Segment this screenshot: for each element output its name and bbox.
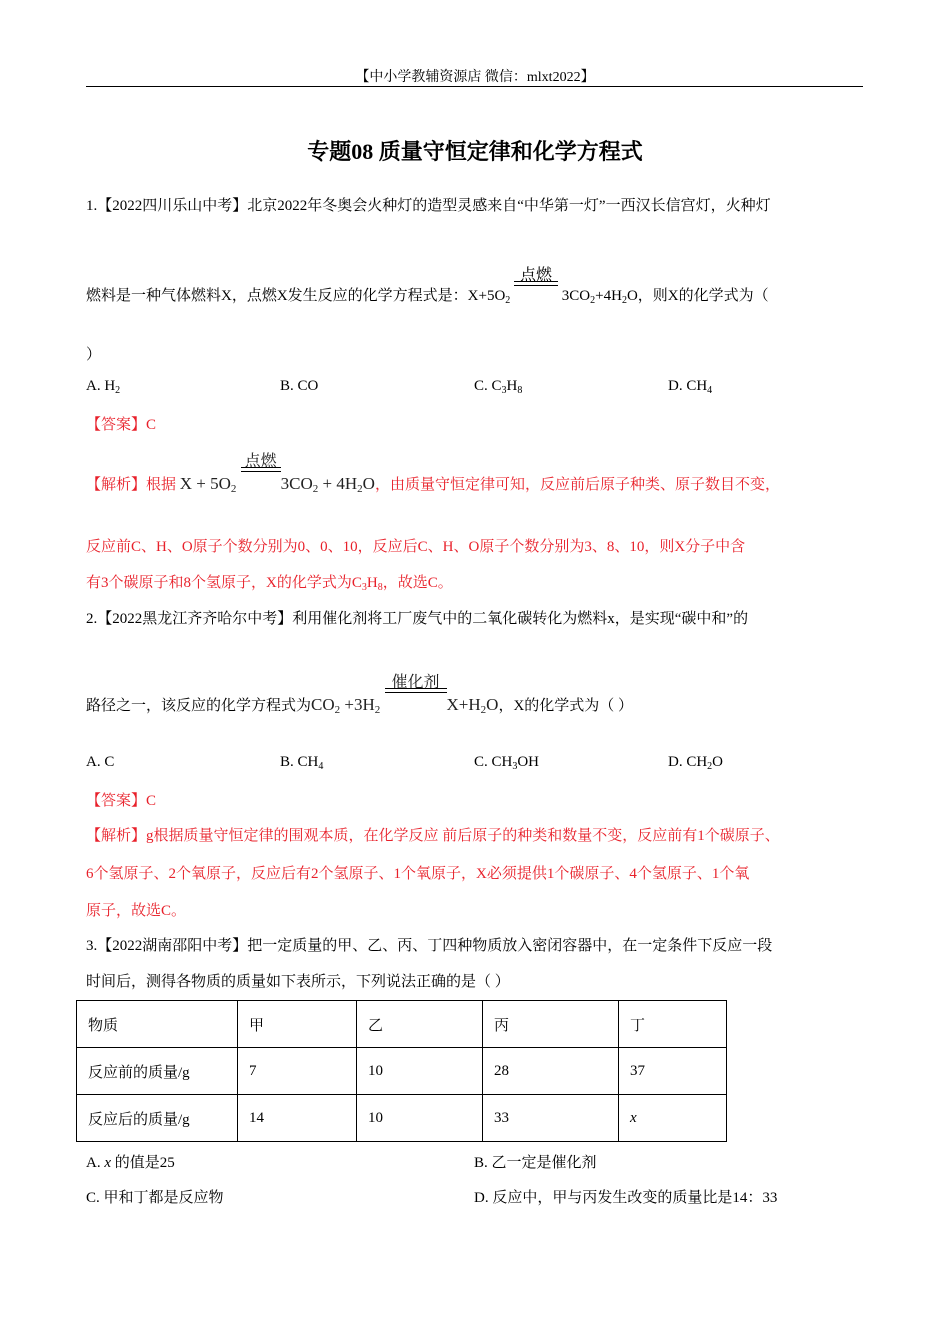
q1-option-c: C. $C_3H_8$ [474,378,523,396]
q1-analysis-line2: 反应前C、H、O原子个数分别为0、0、10，反应后C、H、O原子个数分别为3、8、10，则X分子中含 [86,539,746,555]
page-header: 【中小学教辅资源店 微信：mlxt2022】 [355,70,595,85]
table-cell: 反应后的质量/g [77,1095,238,1142]
q1-option-b: B. CO [280,378,319,394]
q2-option-b: B. $CH_4$ [280,754,324,772]
q2-option-c: C. $CH_3OH$ [474,754,540,772]
table-cell: 37 [619,1048,727,1095]
table-cell: 10 [357,1095,483,1142]
table-row [77,1048,727,1095]
q1-analysis-line1: 【解析】根据 $X + 5O_2$ 点燃 $3CO_2 + 4H_2O$，由质量守恒定律可知，反应前后原子种类、原子数目不变， [86,451,780,495]
table-row [77,1095,727,1142]
table-cell: 33 [483,1095,619,1142]
q1-products: $3CO_2+4H_2O$ [561,288,638,306]
mass-table [76,1000,727,1142]
table-cell: 7 [238,1048,357,1095]
q2-analysis-line1: 【解析】g根据质量守恒定律的围观本质，在化学反应 前后原子的种类和数量不变，反应前有1个碳原子、 [86,828,780,844]
table-cell: 甲 [238,1001,357,1048]
q1-option-a: A. $H_2$ [86,378,121,396]
q2-analysis-line3: 原子，故选C。 [86,903,187,919]
q1-stem-line1: 1.【2022四川乐山中考】北京2022年冬奥会火种灯的造型灵感来自“中华第一灯”一西汉长信宫灯，火种灯 [86,198,771,214]
q2-analysis-line2: 6个氢原子、2个氧原子，反应后有2个氢原子、1个氧原子，X必须提供1个碳原子、4个氢原子、1个氧 [86,866,750,882]
q3-option-c: C. 甲和丁都是反应物 [86,1190,224,1206]
table-cell: x [619,1095,727,1142]
q1-stem-prefix: 燃料是一种气体燃料X，点燃X发生反应的化学方程式是：X+5O [86,288,506,304]
table-cell: 物质 [77,1001,238,1048]
table-cell: 反应前的质量/g [77,1048,238,1095]
q1-answer: 【答案】C [86,417,157,433]
q1-stem-suffix: ，则X的化学式为（ [637,288,769,304]
q2-option-a: A. C [86,754,115,770]
q3-option-d: D. 反应中，甲与丙发生改变的质量比是14：33 [474,1190,778,1206]
q3-stem-line1: 3.【2022湖南邵阳中考】把一定质量的甲、乙、丙、丁四种物质放入密闭容器中，在一定条件下反应一段 [86,938,773,954]
q2-stem-line2: 路径之一，该反应的化学方程式为$CO_2 +3H_2$ 催化剂 $X+H_2O$，X的化学式为（ ） [86,672,634,716]
table-header-row [77,1001,727,1048]
table-cell: 丁 [619,1001,727,1048]
q1-analysis-equation: $X + 5O_2$ 点燃 $3CO_2 + 4H_2O$ [179,451,375,495]
q3-option-b: B. 乙一定是催化剂 [474,1155,597,1171]
table-cell: 28 [483,1048,619,1095]
q3-option-a: A. x 的值是25 [86,1155,175,1171]
table-cell: 乙 [357,1001,483,1048]
table-cell: 10 [357,1048,483,1095]
q3-stem-line2: 时间后，测得各物质的质量如下表所示，下列说法正确的是（ ） [86,974,510,990]
header-rule [86,86,863,87]
q1-option-d: D. $CH_4$ [668,378,713,396]
q2-option-d: D. $CH_2O$ [668,754,724,772]
q2-answer: 【答案】C [86,793,157,809]
q2-stem-line1: 2.【2022黑龙江齐齐哈尔中考】利用催化剂将工厂废气中的二氧化碳转化为燃料x，是实现“碳中和”的 [86,611,749,627]
table-cell: 丙 [483,1001,619,1048]
q2-equation: $CO_2 +3H_2$ 催化剂 $X+H_2O$ [311,672,499,716]
table-cell: 14 [238,1095,357,1142]
q1-stem-line3: ） [86,347,102,363]
q1-stem-line2: 燃料是一种气体燃料X，点燃X发生反应的化学方程式是：$X+5O_2$ 点燃 $3CO_2+4H_2O$，则X的化学式为（ [86,284,769,305]
page-title: 专题08 质量守恒定律和化学方程式 [307,139,643,164]
q1-reaction-arrow [514,265,558,305]
q1-condition: 点燃 [520,265,553,284]
q1-analysis-line3: 有3个碳原子和8个氢原子，X的化学式为$C_3H_8$，故选C。 [86,575,453,593]
